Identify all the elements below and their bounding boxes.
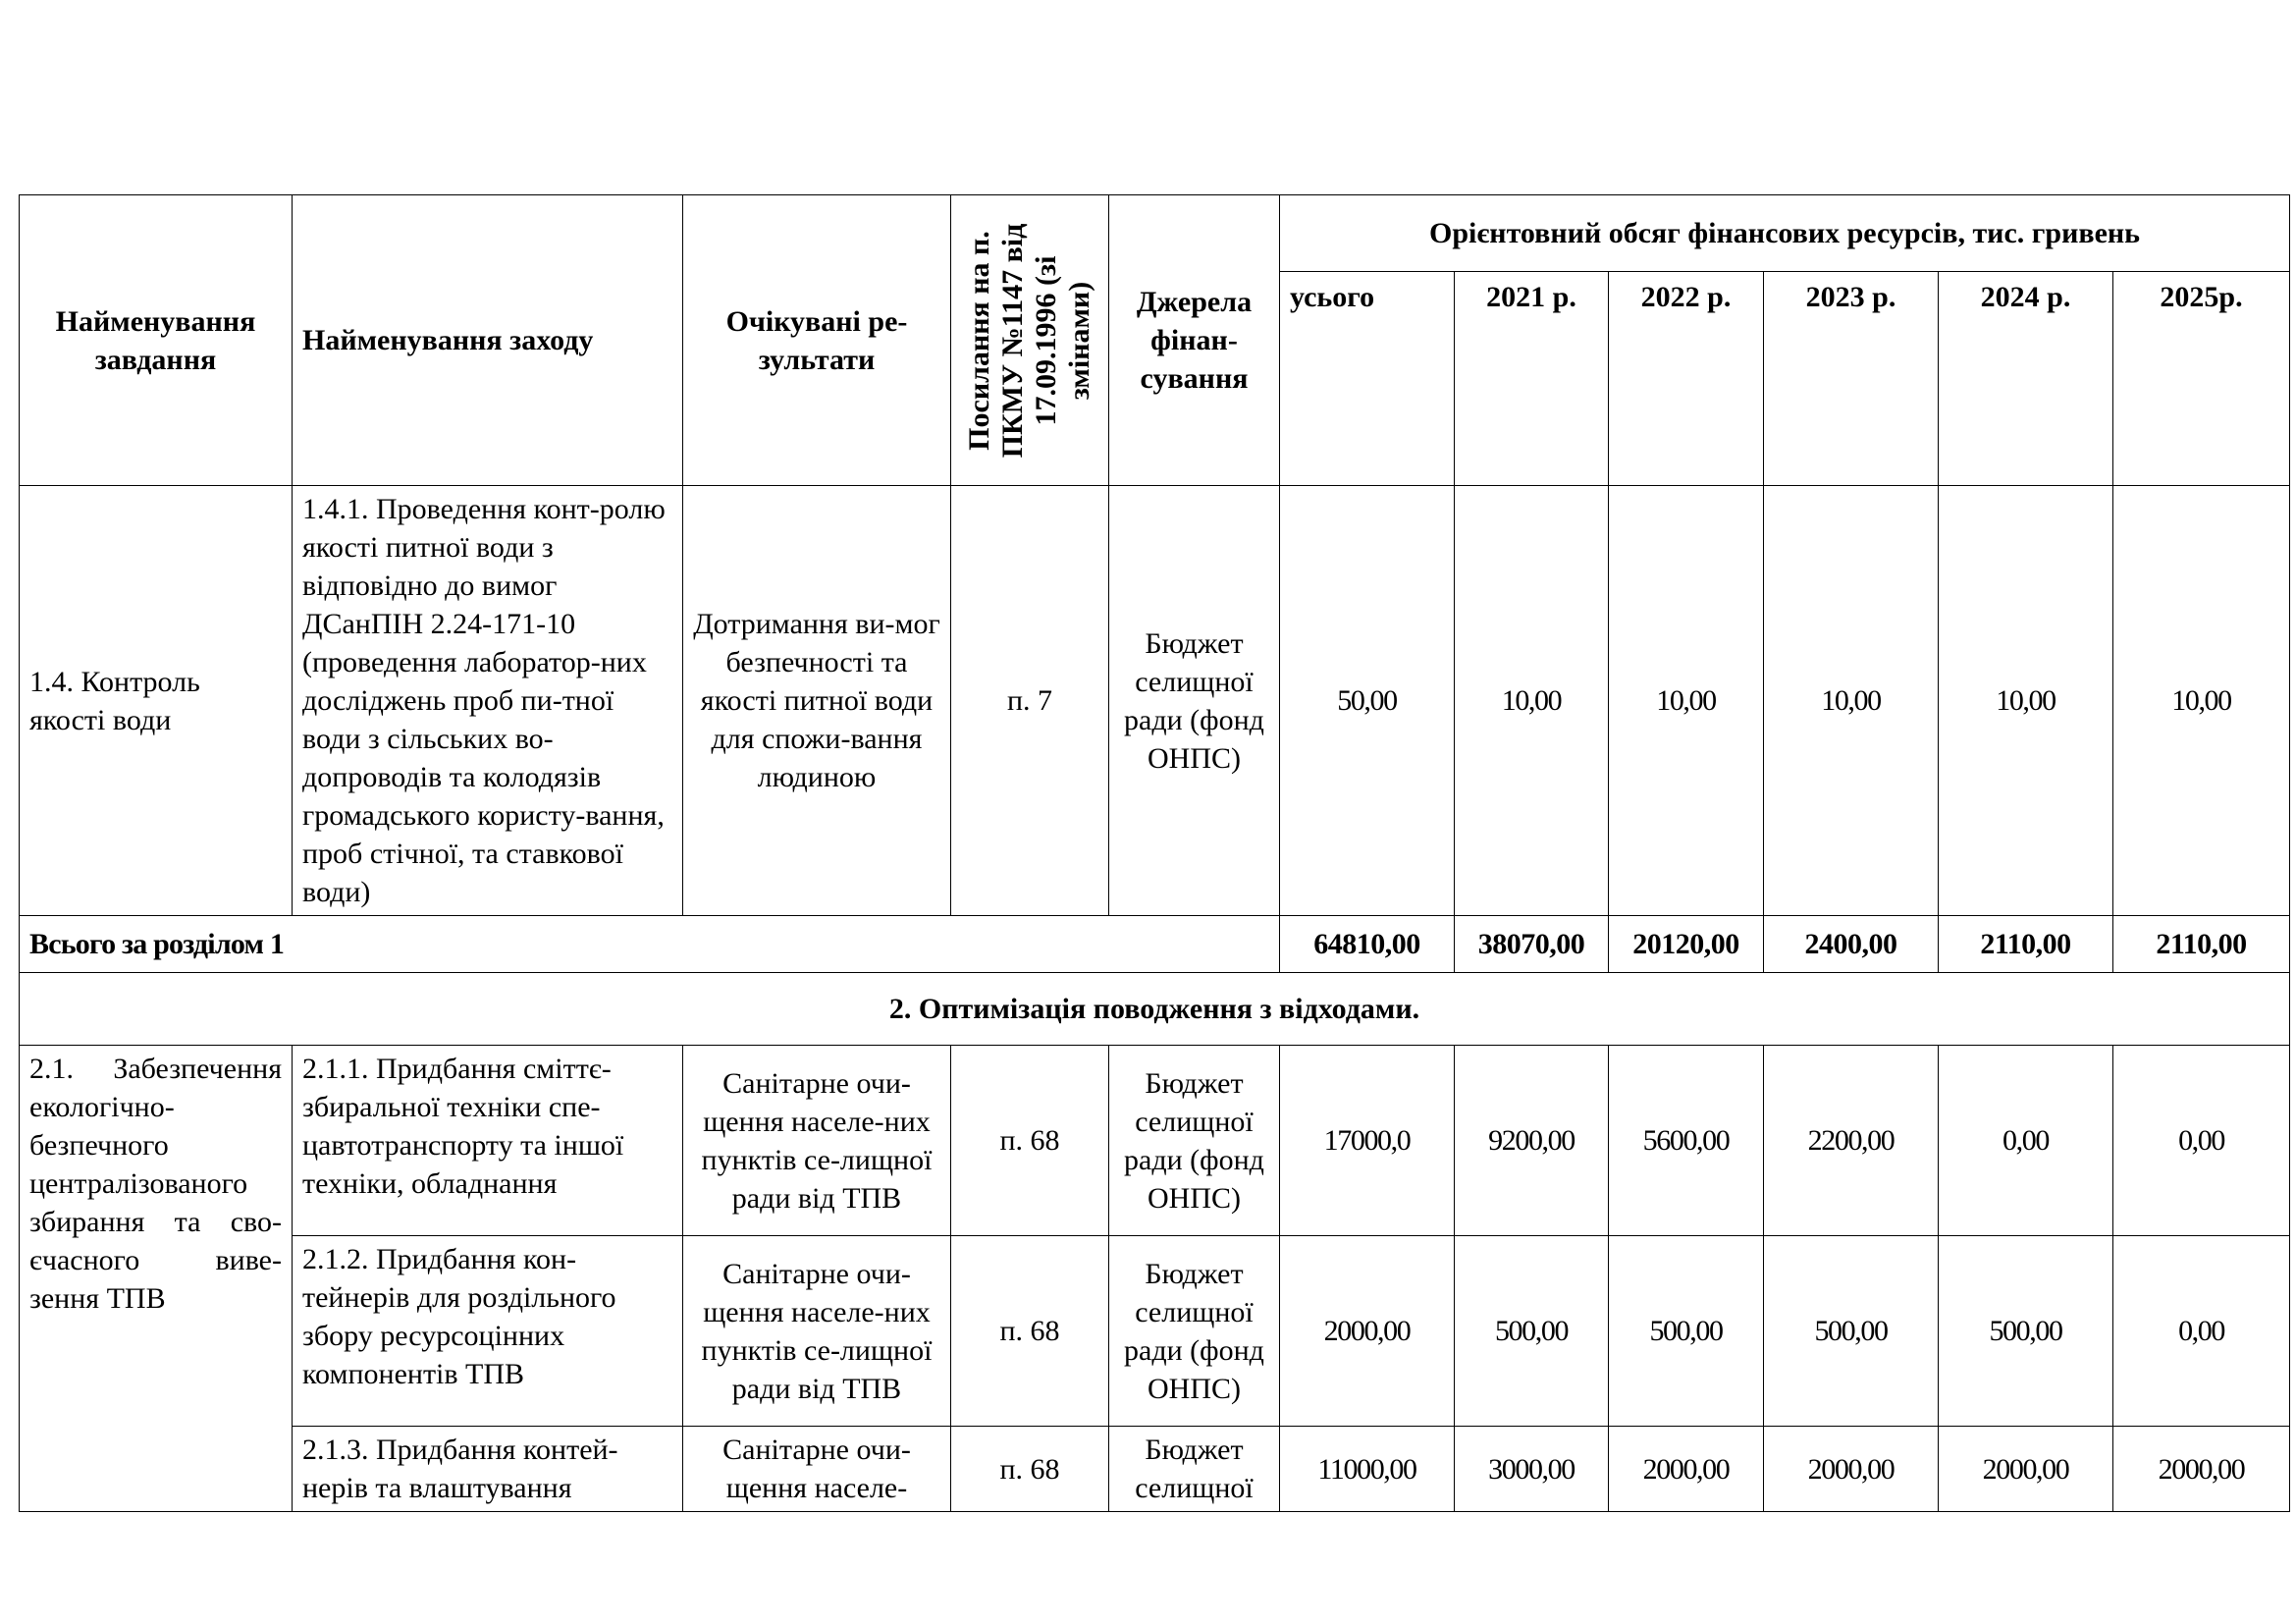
header-2022: 2022 р. xyxy=(1609,272,1764,486)
value-total: 17000,0 xyxy=(1280,1046,1455,1236)
value-2022: 500,00 xyxy=(1609,1236,1764,1427)
reference-cell: п. 68 xyxy=(951,1236,1109,1427)
value-total: 11000,00 xyxy=(1280,1427,1455,1512)
finance-table xyxy=(19,194,2290,1512)
value-2023: 2200,00 xyxy=(1764,1046,1939,1236)
header-reference: Посилання на п. ПКМУ №1147 від 17.09.1996 (зі змінами) xyxy=(963,223,1095,458)
header-2024: 2024 р. xyxy=(1939,272,2113,486)
header-2025: 2025р. xyxy=(2113,272,2290,486)
section-2-title: 2. Оптимізація поводження з відходами. xyxy=(20,973,2290,1046)
total-value-2022: 20120,00 xyxy=(1609,916,1764,973)
header-task-name: Найменування завдання xyxy=(20,195,293,486)
source-cell: Бюджет селищної ради (фонд ОНПС) xyxy=(1109,486,1280,916)
value-2025: 2000,00 xyxy=(2113,1427,2290,1512)
value-2024: 10,00 xyxy=(1939,486,2113,916)
value-2021: 500,00 xyxy=(1455,1236,1609,1427)
result-cell: Санітарне очи-щення населе-них пунктів се-лищної ради від ТПВ xyxy=(683,1236,951,1427)
value-2021: 3000,00 xyxy=(1455,1427,1609,1512)
result-cell: Санітарне очи-щення населе- xyxy=(683,1427,951,1512)
total-value-2023: 2400,00 xyxy=(1764,916,1939,973)
source-cell: Бюджет селищної ради (фонд ОНПС) xyxy=(1109,1046,1280,1236)
measure-cell: 2.1.2. Придбання кон-тейнерів для роздільного збору ресурсоцінних компонентів ТПВ xyxy=(293,1236,683,1427)
value-2021: 9200,00 xyxy=(1455,1046,1609,1236)
task-cell: 1.4. Контроль якості води xyxy=(20,486,293,916)
measure-cell: 1.4.1. Проведення конт-ролю якості питної води з відповідно до вимог ДСанПІН 2.24-171-10 (проведення лаборатор-них досліджень проб пи-тної води з сільських во-допроводів та колодязів громадського користу-вання, проб стічної, та ставкової води) xyxy=(293,486,683,916)
result-cell: Дотримання ви-мог безпечності та якості питної води для спожи-вання людиною xyxy=(683,486,951,916)
header-total: усього xyxy=(1280,272,1455,486)
value-2022: 10,00 xyxy=(1609,486,1764,916)
value-total: 50,00 xyxy=(1280,486,1455,916)
header-measure-name: Найменування заходу xyxy=(293,195,683,486)
header-2023: 2023 р. xyxy=(1764,272,1939,486)
value-2023: 10,00 xyxy=(1764,486,1939,916)
value-2021: 10,00 xyxy=(1455,486,1609,916)
value-2025: 0,00 xyxy=(2113,1236,2290,1427)
header-expected-results: Очікувані ре-зультати xyxy=(683,195,951,486)
total-value-2025: 2110,00 xyxy=(2113,916,2290,973)
total-row xyxy=(20,916,2290,973)
total-value-2024: 2110,00 xyxy=(1939,916,2113,973)
value-2023: 500,00 xyxy=(1764,1236,1939,1427)
source-cell: Бюджет селищної xyxy=(1109,1427,1280,1512)
reference-cell: п. 68 xyxy=(951,1046,1109,1236)
header-2021: 2021 р. xyxy=(1455,272,1609,486)
header-reference-cell xyxy=(951,195,1109,486)
measure-cell: 2.1.1. Придбання сміттє-збиральної техніки спе-цавтотранспорту та іншої техніки, обладнання xyxy=(293,1046,683,1236)
header-funding-source: Джерела фінан-сування xyxy=(1109,195,1280,486)
value-2023: 2000,00 xyxy=(1764,1427,1939,1512)
value-2024: 0,00 xyxy=(1939,1046,2113,1236)
task-cell: 2.1. Забезпечення екологічно-безпечного централізованого збирання та сво-єчасного виве-зення ТПВ xyxy=(20,1046,293,1512)
total-label: Всього за розділом 1 xyxy=(20,916,1280,973)
table-row xyxy=(20,1046,2290,1236)
reference-cell: п. 7 xyxy=(951,486,1109,916)
value-2025: 10,00 xyxy=(2113,486,2290,916)
header-finance-group: Орієнтовний обсяг фінансових ресурсів, тис. гривень xyxy=(1280,195,2290,272)
value-total: 2000,00 xyxy=(1280,1236,1455,1427)
total-value-2021: 38070,00 xyxy=(1455,916,1609,973)
table-row xyxy=(20,1236,2290,1427)
source-cell: Бюджет селищної ради (фонд ОНПС) xyxy=(1109,1236,1280,1427)
section-row xyxy=(20,973,2290,1046)
result-cell: Санітарне очи-щення населе-них пунктів се-лищної ради від ТПВ xyxy=(683,1046,951,1236)
measure-cell: 2.1.3. Придбання контей-нерів та влаштування xyxy=(293,1427,683,1512)
table-row xyxy=(20,486,2290,916)
value-2025: 0,00 xyxy=(2113,1046,2290,1236)
value-2024: 2000,00 xyxy=(1939,1427,2113,1512)
value-2022: 5600,00 xyxy=(1609,1046,1764,1236)
table-row xyxy=(20,1427,2290,1512)
value-2022: 2000,00 xyxy=(1609,1427,1764,1512)
reference-cell: п. 68 xyxy=(951,1427,1109,1512)
total-value-all: 64810,00 xyxy=(1280,916,1455,973)
value-2024: 500,00 xyxy=(1939,1236,2113,1427)
